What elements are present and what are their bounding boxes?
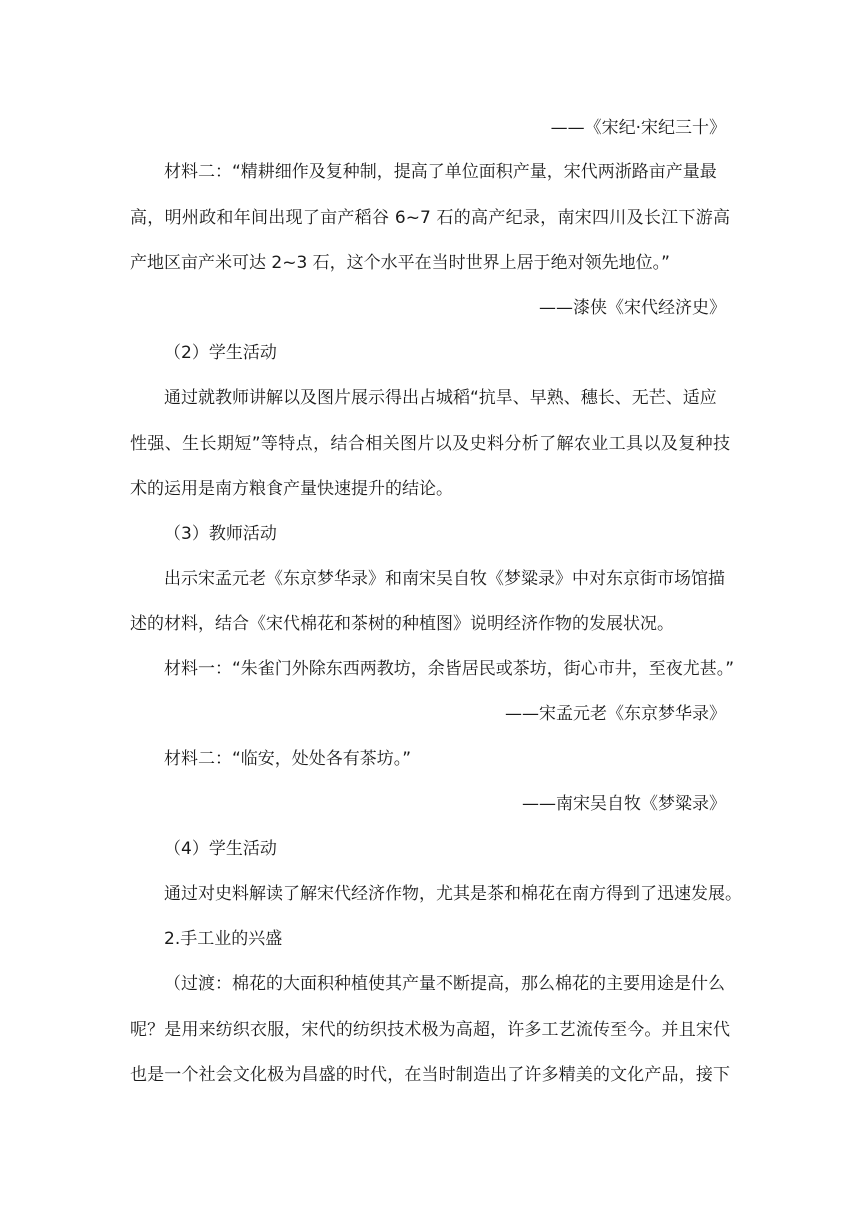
paragraph-line: 出示宋孟元老《东京梦华录》和南宋吴自牧《梦粱录》中对东京街市场馆描 [164,569,725,589]
paragraph-line: 也是一个社会文化极为昌盛的时代，在当时制造出了许多精美的文化产品，接下 [130,1065,730,1085]
material-two-quote-line-2: 高，明州政和年间出现了亩产稻谷 6~7 石的高产纪录，南宋四川及长江下游高 [130,208,730,228]
paragraph-line: 通过就教师讲解以及图片展示得出占城稻“抗旱、早熟、穗长、无芒、适应 [164,388,717,408]
section-heading-student-activity-4: （4）学生活动 [164,839,277,859]
section-heading-handicraft: 2.手工业的兴盛 [164,929,283,949]
paragraph-line: （过渡：棉花的大面积种植使其产量不断提高，那么棉花的主要用途是什么 [164,974,725,994]
paragraph-line: 述的材料，结合《宋代棉花和茶树的种植图》说明经济作物的发展状况。 [130,614,674,634]
material-one-quote: 材料一：“朱雀门外除东西两教坊，余皆居民或茶坊，街心市井，至夜尤甚。” [164,659,735,679]
material-two-quote: 材料二：“临安，处处各有茶坊。” [164,749,412,769]
material-two-quote-line-1: 材料二：“精耕细作及复种制，提高了单位面积产量，宋代两浙路亩产量最 [164,162,717,182]
section-heading-student-activity-2: （2）学生活动 [164,343,277,363]
paragraph-line: 呢？是用来纺织衣服，宋代的纺织技术极为高超，许多工艺流传至今。并且宋代 [130,1020,730,1040]
paragraph-line: 性强、生长期短”等特点，结合相关图片以及史料分析了解农业工具以及复种技 [130,434,730,454]
material-two-quote-line-3: 产地区亩产米可达 2~3 石，这个水平在当时世界上居于绝对领先地位。” [130,253,670,273]
paragraph-line: 术的运用是南方粮食产量快速提升的结论。 [130,479,453,499]
source-citation-mengliang-lu: ——南宋吴自牧《梦粱录》 [522,794,726,814]
section-heading-teacher-activity-3: （3）教师活动 [164,524,277,544]
source-citation-dongjing-menghualu: ——宋孟元老《东京梦华录》 [505,704,726,724]
source-citation-qi-xia: ——漆侠《宋代经济史》 [539,298,726,318]
paragraph-line: 通过对史料解读了解宋代经济作物，尤其是茶和棉花在南方得到了迅速发展。 [164,884,742,904]
source-citation-song-ji: ——《宋纪·宋纪三十》 [550,118,726,138]
